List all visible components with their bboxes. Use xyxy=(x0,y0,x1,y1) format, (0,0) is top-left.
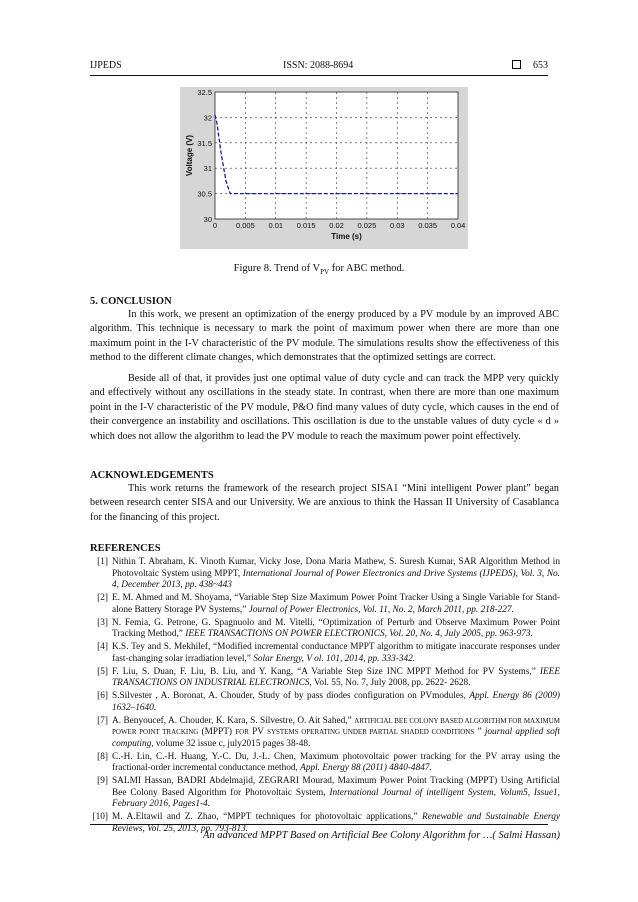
reference-title-smallcaps: FOR xyxy=(235,728,249,737)
reference-source: Solar Energy, V ol. 101, 2014, pp. 333-342. xyxy=(253,653,416,664)
header-divider xyxy=(90,75,548,76)
page-header xyxy=(90,60,548,74)
conclusion-paragraph-2 xyxy=(90,372,559,444)
reference-number: [9] xyxy=(97,776,108,787)
reference-item xyxy=(88,752,560,775)
y-tick-label: 30 xyxy=(203,215,212,224)
reference-source: IEEE TRANSACTIONS ON INDUSTRIAL ELECTRONICS, xyxy=(112,666,560,689)
references-list xyxy=(88,557,560,837)
checkbox-glyph-icon xyxy=(512,60,521,69)
reference-source: International Journal of intelligent System, Volum5, Issue1, February 2016, Pages1-4. xyxy=(112,787,560,810)
reference-source: Renewable and Sustainable Energy Reviews, Vol. 25, 2013, pp. 793-813. xyxy=(112,812,560,834)
reference-item xyxy=(88,667,560,690)
reference-number: [8] xyxy=(97,751,108,762)
figure-caption xyxy=(90,263,548,276)
reference-title-smallcaps: ARTIFICIAL BEE COLONY BASED ALGORITHM FOR MAXIMUM POWER POINT TRACKING xyxy=(112,716,561,737)
footer-divider xyxy=(90,824,548,825)
x-tick-label: 0.04 xyxy=(450,221,466,230)
x-tick-label: 0.01 xyxy=(268,221,284,230)
caption-subscript: PV xyxy=(320,268,330,277)
reference-number: [10] xyxy=(92,812,108,823)
voltage-chart xyxy=(180,87,468,249)
reference-source: International Journal of Power Electronics and Drive Systems (IJPEDS), Vol. 3, No. 4, December 2013, pp. 438~443 xyxy=(112,568,560,591)
reference-source: journal applied soft computing xyxy=(112,727,560,749)
reference-text: E. M. Ahmed and M. Shoyama, “Variable Step Size Maximum Power Point Tracker Using a Single Variable for Stand-alone Battery Storage PV Systems,” xyxy=(112,593,560,615)
reference-item xyxy=(88,691,560,714)
conclusion-paragraph-1 xyxy=(90,308,559,366)
reference-title-part: (MPPT) xyxy=(198,727,236,738)
reference-number: [3] xyxy=(97,617,108,628)
page-number: 653 xyxy=(533,60,548,71)
x-axis-label: Time (s) xyxy=(331,232,362,241)
reference-text: K.S. Tey and S. Mekhilef, “Modified incremental conductance MPPT algorithm to mitigate inaccurate responses under fast-changing solar irradiation level,” xyxy=(112,642,560,664)
plot-area xyxy=(215,92,458,219)
reference-text: M. A.Eltawil and Z. Zhao, “MPPT techniques for photovoltaic applications,” xyxy=(112,812,423,823)
x-tick-label: 0.03 xyxy=(389,221,405,230)
reference-source: Appl. Energy 88 (2011) 4840-4847. xyxy=(300,763,432,774)
acknowledgements-heading: ACKNOWLEDGEMENTS xyxy=(90,470,214,481)
reference-item xyxy=(88,593,560,616)
journal-name: IJPEDS xyxy=(90,60,122,71)
reference-number: [7] xyxy=(97,715,108,726)
reference-text: N. Femia, G. Petrone, G. Spagnuolo and M. Vitelli, “Optimization of Perturb and Observe Maximum Power Point Tracking Method,” xyxy=(112,617,560,640)
page-number-block xyxy=(512,60,548,71)
reference-number: [6] xyxy=(97,691,108,702)
y-tick-label: 32.5 xyxy=(197,88,212,97)
reference-text: SALMI Hassan, BADRI Abdelmajid, ZEGRARI Mourad, Maximum Power Point Tracking (MPPT) Using Artificial Bee Colony Based Algorithm for Photovoltaic System, xyxy=(112,776,560,798)
issn: ISSN: 2088-8694 xyxy=(283,60,354,71)
x-tick-label: 0.035 xyxy=(418,221,438,230)
x-tick-label: 0.025 xyxy=(357,221,377,230)
reference-text: C.-H. Lin, C.-H. Huang, Y.-C. Du, J.-L. Chen, Maximum photovoltaic power tracking for the PV array using the fractional-order incremental conductance method, xyxy=(112,751,560,774)
acknowledgements-paragraph xyxy=(90,482,559,525)
conclusion-heading: 5. CONCLUSION xyxy=(90,296,172,307)
page-footer: An advanced MPPT Based on Artificial Bee Colony Algorithm for …( Salmi Hassan) xyxy=(203,830,560,841)
reference-text: Nithin T. Abraham, K. Vinoth Kumar, Vicky Jose, Dona Maria Mathew, S. Suresh Kumar, SAR Algorithm Method in Photovoltaic System using MPPT, xyxy=(112,557,560,579)
reference-text: S.Silvester , A. Boronat, A. Chouder, Study of by pass diodes configuration on PVmodules, xyxy=(112,691,470,702)
references-heading: REFERENCES xyxy=(90,543,161,554)
x-tick-label: 0.02 xyxy=(329,221,344,230)
y-tick-label: 31 xyxy=(203,164,212,174)
conclusion-p2-text: Beside all of that, it provides just one optimal value of duty cycle and can track the MPP very quickly and effectively without any oscillations in the steady state. In contrast, when there are more than one maximum point in the I-V characteristic of the PV module, P&O find many values of duty cycle, which causes in the end of their convergence an instability and oscillations. This oscillation is due to the unstable values of duty cycle « d » which does not allow the algorithm to lead the PV module to reach the maximum power point effectively. xyxy=(90,373,559,442)
x-tick-label: 0.005 xyxy=(235,221,255,230)
acknowledgements-text: This work returns the framework of the research project SISA1 “Mini intelligent Power plant” began between research center SISA and our University. We are anxious to think the Hassan II University of Casablanca for the financing of this project. xyxy=(90,483,559,523)
reference-text: A. Benyoucef, A. Chouder, K. Kara, S. Silvestre, O. Ait Sahed,” xyxy=(112,715,355,726)
reference-text: F. Liu, S. Duan, F. Liu, B. Liu, and Y. Kang, “A Variable Step Size INC MPPT Method for PV Systems,” xyxy=(112,666,540,677)
y-tick-label: 32 xyxy=(203,113,212,123)
conclusion-p1-text: In this work, we present an optimization of the energy produced by a PV module by an improved ABC algorithm. This technique is necessary to mark the point of maximum power when there are more than one maximum point in the I-V characteristic of the PV module. The simulations results show the effectiveness of this method to the different climate changes, which demonstrates that the optimized settings are correct. xyxy=(90,309,559,364)
reference-source: IEEE TRANSACTIONS ON POWER ELECTRONICS, Vol. 20, No. 4, July 2005, pp. 963-973. xyxy=(185,629,533,640)
reference-item xyxy=(88,716,560,751)
reference-number: [5] xyxy=(97,666,108,677)
reference-item xyxy=(88,642,560,665)
reference-tail: Vol. 55, No. 7, July 2008, pp. 2622- 2628. xyxy=(311,678,471,689)
y-tick-label: 31.5 xyxy=(197,138,212,148)
y-tick-label: 30.5 xyxy=(197,189,212,199)
x-tick-label: 0.015 xyxy=(296,221,316,230)
reference-number: [4] xyxy=(97,642,108,653)
reference-item xyxy=(88,557,560,592)
y-axis-label: Voltage (V) xyxy=(185,134,194,177)
reference-source: Appl. Energy 86 (2009) 1632–1640. xyxy=(112,691,560,713)
reference-item xyxy=(88,776,560,811)
caption-suffix: for ABC method. xyxy=(329,263,405,274)
reference-item xyxy=(88,618,560,641)
reference-title-part: ” xyxy=(474,727,485,738)
reference-source: Journal of Power Electronics, Vol. 11, No. 2, March 2011, pp. 218-227. xyxy=(248,604,514,615)
reference-title-smallcaps: SYSTEMS OPERATING UNDER PARTIAL SHADED CONDITIONS xyxy=(267,728,475,737)
reference-number: [2] xyxy=(97,593,108,604)
reference-number: [1] xyxy=(97,557,108,567)
caption-prefix: Figure 8. Trend of V xyxy=(233,263,321,274)
x-tick-label: 0 xyxy=(212,221,218,230)
reference-tail: , volume 32 issue c, july2015 pages 38-48. xyxy=(151,738,311,749)
reference-title-part: PV xyxy=(248,727,268,738)
